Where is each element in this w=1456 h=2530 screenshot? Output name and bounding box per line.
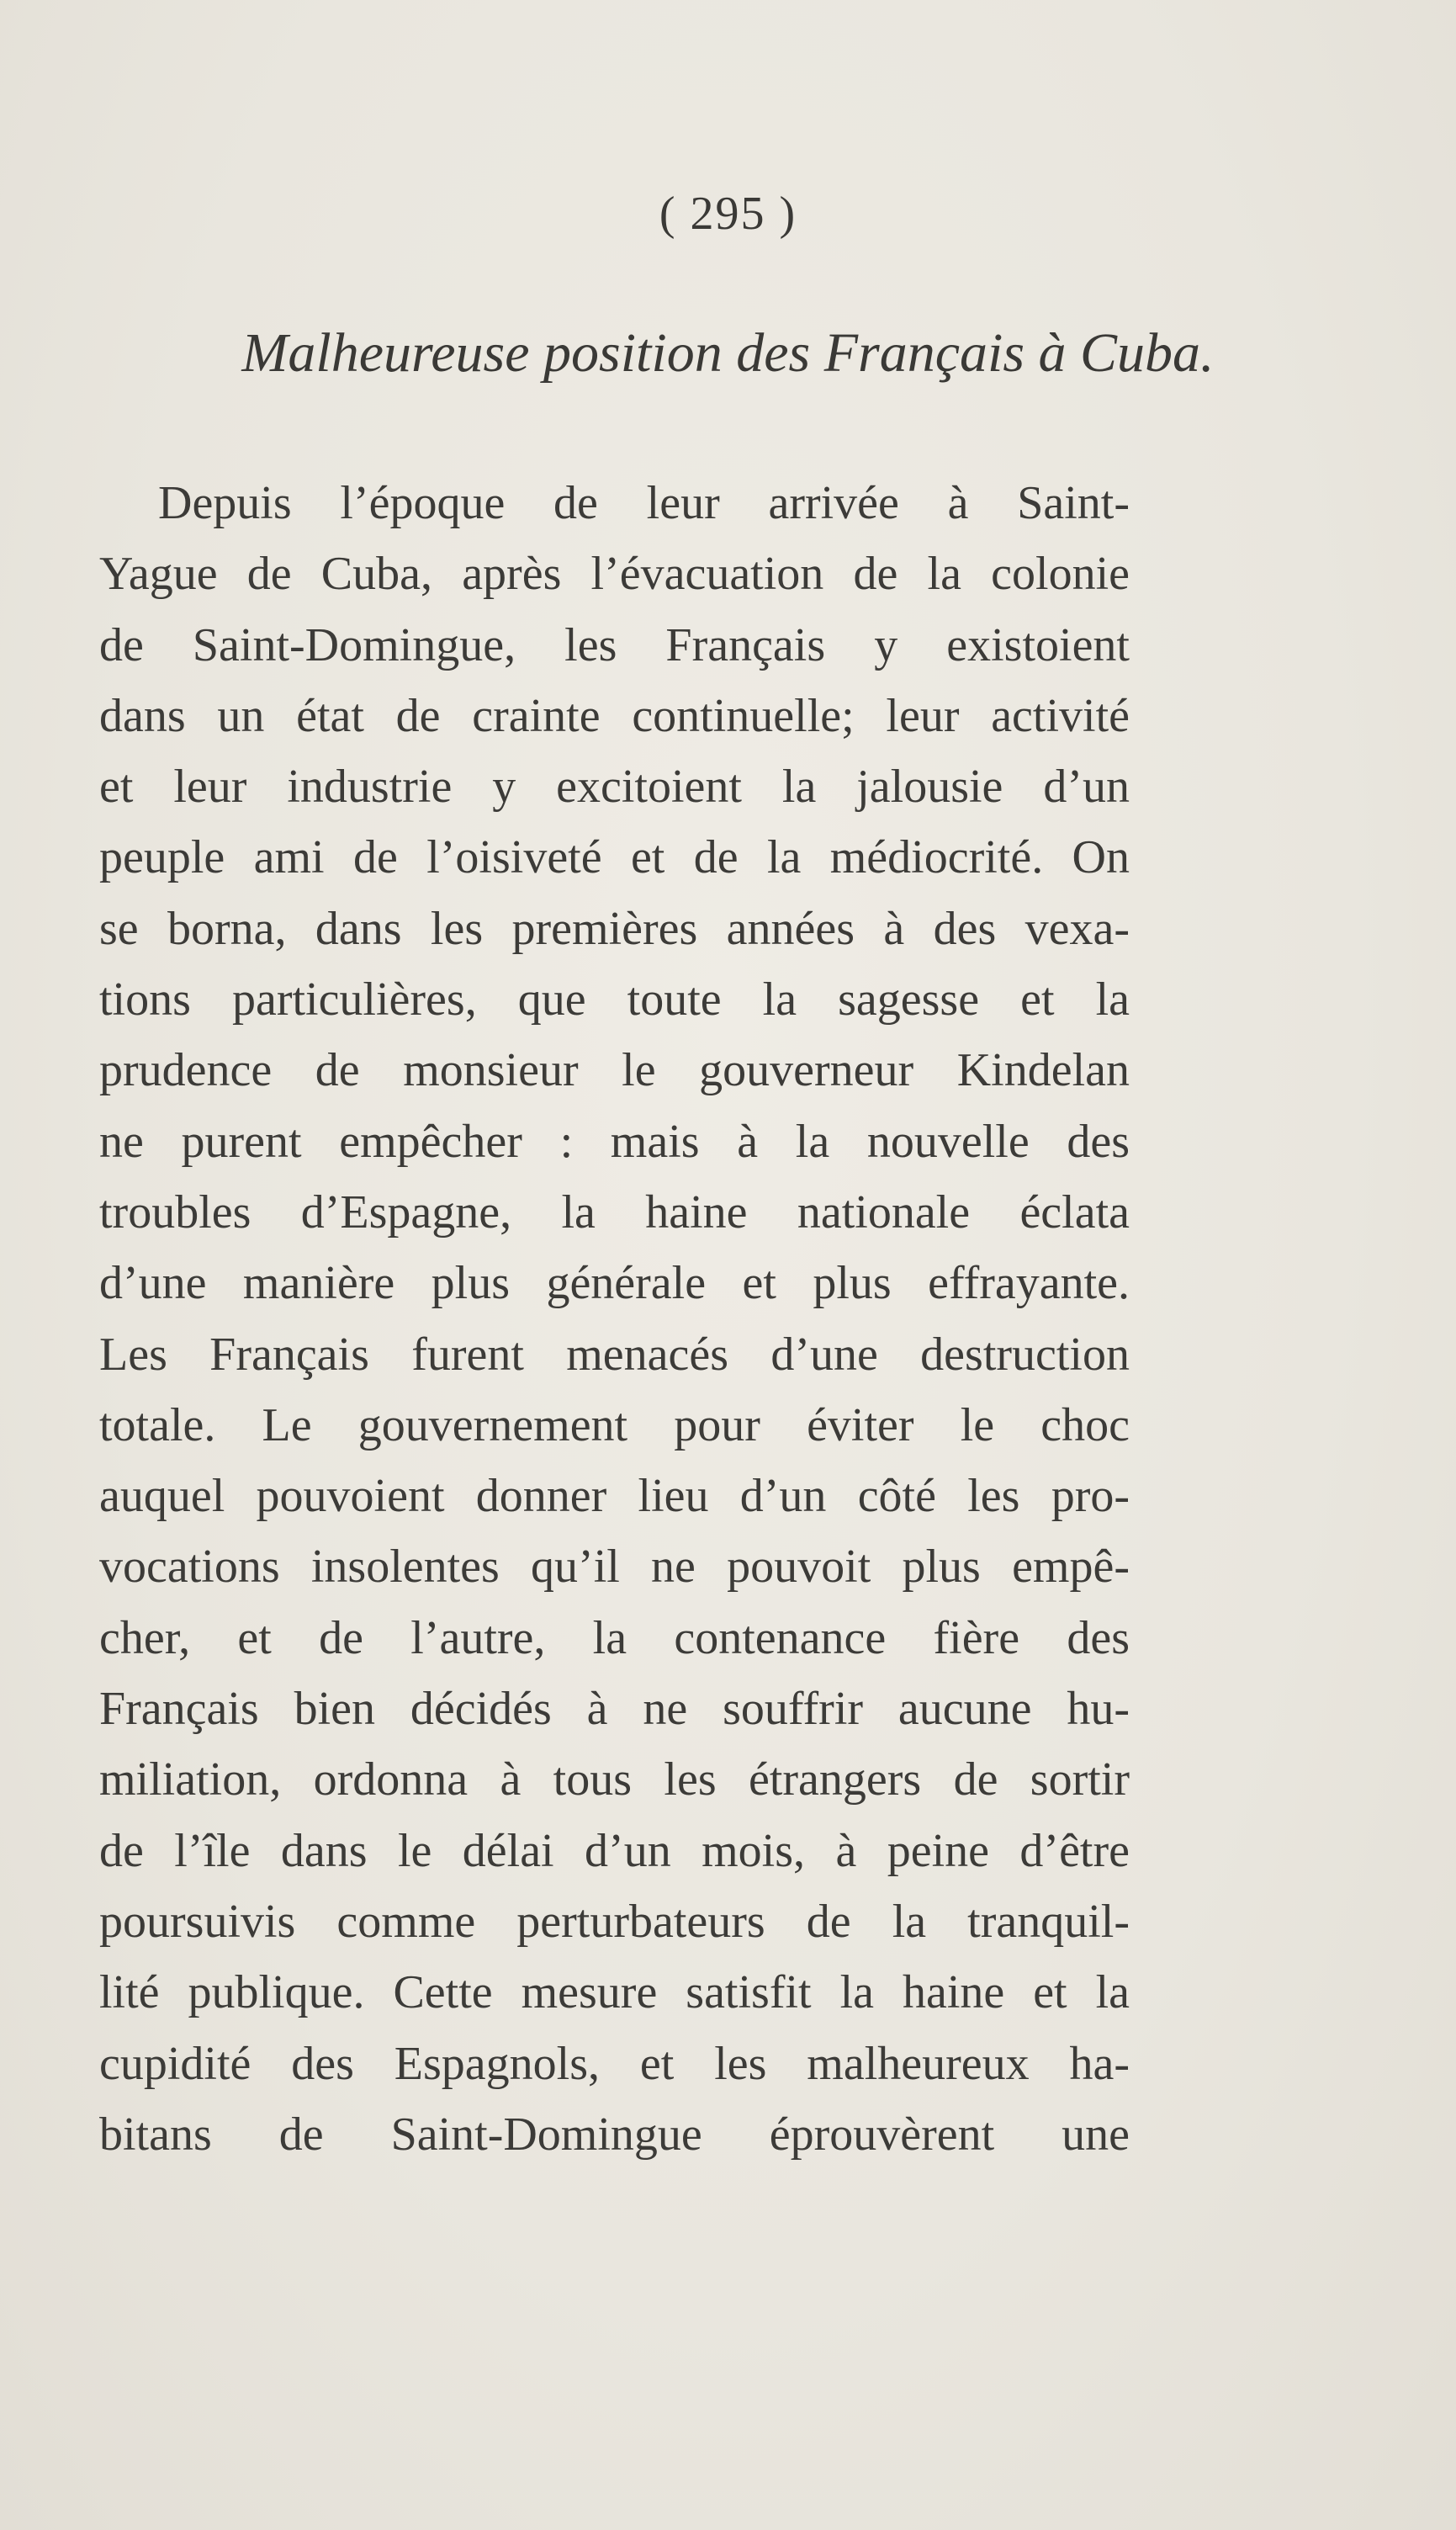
text-line: totale. Le gouvernement pour éviter le choc — [99, 1398, 1130, 1451]
body-paragraph — [99, 468, 1130, 2170]
text-line: Les Français furent menacés d’une destruction — [99, 1328, 1130, 1381]
section-heading: Malheureuse position des Français à Cuba. — [241, 322, 1215, 384]
text-line: lité publique. Cette mesure satisfit la haine et la — [99, 1966, 1130, 2019]
text-line: se borna, dans les premières années à des vexa- — [99, 902, 1130, 955]
text-line: prudence de monsieur le gouverneur Kindelan — [99, 1044, 1130, 1097]
text-line: et leur industrie y excitoient la jalousie d’un — [99, 761, 1130, 814]
text-line: auquel pouvoient donner lieu d’un côté les pro- — [99, 1470, 1130, 1523]
text-line: poursuivis comme perturbateurs de la tranquil- — [99, 1895, 1130, 1948]
text-line: cher, et de l’autre, la contenance fière des — [99, 1611, 1130, 1664]
page-number: ( 295 ) — [659, 188, 797, 240]
text-line: de l’île dans le délai d’un mois, à peine d’être — [99, 1824, 1130, 1877]
text-line: tions particulières, que toute la sagesse et la — [99, 973, 1130, 1026]
text-line: vocations insolentes qu’il ne pouvoit plus empê- — [99, 1541, 1130, 1594]
text-line: troubles d’Espagne, la haine nationale éclata — [99, 1185, 1130, 1238]
text-line: miliation, ordonna à tous les étrangers de sortir — [99, 1753, 1130, 1806]
text-line: Français bien décidés à ne souffrir aucune hu- — [99, 1683, 1130, 1736]
text-line: bitans de Saint-Domingue éprouvèrent une — [99, 2108, 1130, 2161]
text-line: d’une manière plus générale et plus effrayante. — [99, 1257, 1130, 1310]
text-line: de Saint-Domingue, les Français y existoient — [99, 618, 1130, 671]
text-line: cupidité des Espagnols, et les malheureux ha- — [99, 2037, 1130, 2090]
text-line: Depuis l’époque de leur arrivée à Saint- — [158, 477, 1130, 529]
text-line: peuple ami de l’oisiveté et de la médiocrité. On — [99, 831, 1130, 884]
text-line: dans un état de crainte continuelle; leur activité — [99, 689, 1130, 742]
text-line: Yague de Cuba, après l’évacuation de la colonie — [99, 548, 1130, 601]
text-line: ne purent empêcher : mais à la nouvelle des — [99, 1115, 1130, 1168]
